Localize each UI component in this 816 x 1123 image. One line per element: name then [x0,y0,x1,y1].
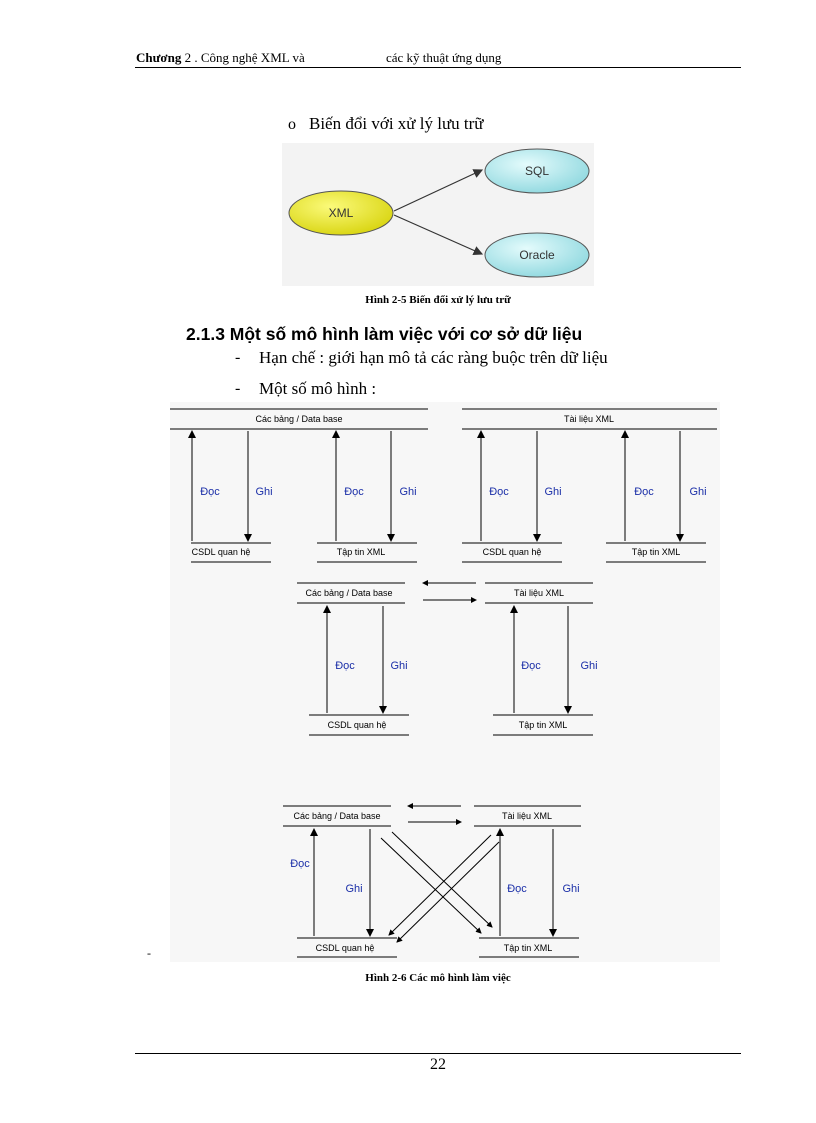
label-xml-file: Tập tin XML [518,720,568,730]
stray-marker: - [147,946,151,960]
label-write: Ghi [399,486,417,498]
label-read: Đọc [507,883,527,895]
label-read: Đọc [521,660,541,672]
label-xml-doc: Tài liệu XML [501,811,553,821]
label-write: Ghi [390,660,408,672]
sql-node-label: SQL [524,164,550,178]
figure2-caption: Hình 2-6 Các mô hình làm việc [365,972,511,984]
figure-work-models [170,402,720,962]
list-item-text: Một số mô hình : [259,379,377,398]
label-xml-file: Tập tin XML [631,547,681,557]
footer-rule [135,1053,741,1054]
label-xml-doc: Tài liệu XML [513,588,565,598]
label-rdb: CSDL quan hệ [327,720,387,730]
label-read: Đọc [344,486,364,498]
label-xml-file: Tập tin XML [503,943,553,953]
list-item-text: Hạn chế : giới hạn mô tả các ràng buộc trên dữ liệu [259,348,608,367]
label-write: Ghi [544,486,562,498]
label-read: Đọc [290,858,310,870]
bullet-marker: o [288,116,296,133]
figure1-caption: Hình 2-5 Biến đổi xử lý lưu trữ [365,294,511,306]
label-write: Ghi [689,486,707,498]
label-tables: Các bảng / Data base [293,811,381,821]
label-rdb: CSDL quan hệ [191,547,251,557]
section-heading: 2.1.3 Một số mô hình làm việc với cơ sở dữ liệu [186,324,583,344]
label-read: Đọc [335,660,355,672]
header-rule [135,67,741,68]
label-read: Đọc [489,486,509,498]
bullet-text: Biến đổi với xử lý lưu trữ [309,114,484,133]
xml-node-label: XML [328,206,354,220]
label-write: Ghi [345,883,363,895]
label-write: Ghi [562,883,580,895]
label-tables: Các bảng / Data base [255,414,343,424]
label-tables: Các bảng / Data base [305,588,393,598]
label-write: Ghi [580,660,598,672]
label-xml-file: Tập tin XML [336,547,386,557]
list-item-marker: - [235,349,241,366]
page-number: 22 [430,1056,446,1073]
label-rdb: CSDL quan hệ [315,943,375,953]
header-chapter: Chương 2 . Công nghệ XML và [136,50,305,65]
label-rdb: CSDL quan hệ [482,547,542,557]
oracle-node-label: Oracle [519,248,555,262]
list-item-marker: - [235,380,241,397]
label-read: Đọc [634,486,654,498]
figure-storage-diagram [282,143,594,286]
header-chapter-tail: các kỹ thuật ứng dụng [386,50,502,65]
label-xml-doc: Tài liệu XML [563,414,615,424]
label-write: Ghi [255,486,273,498]
label-read: Đọc [200,486,220,498]
